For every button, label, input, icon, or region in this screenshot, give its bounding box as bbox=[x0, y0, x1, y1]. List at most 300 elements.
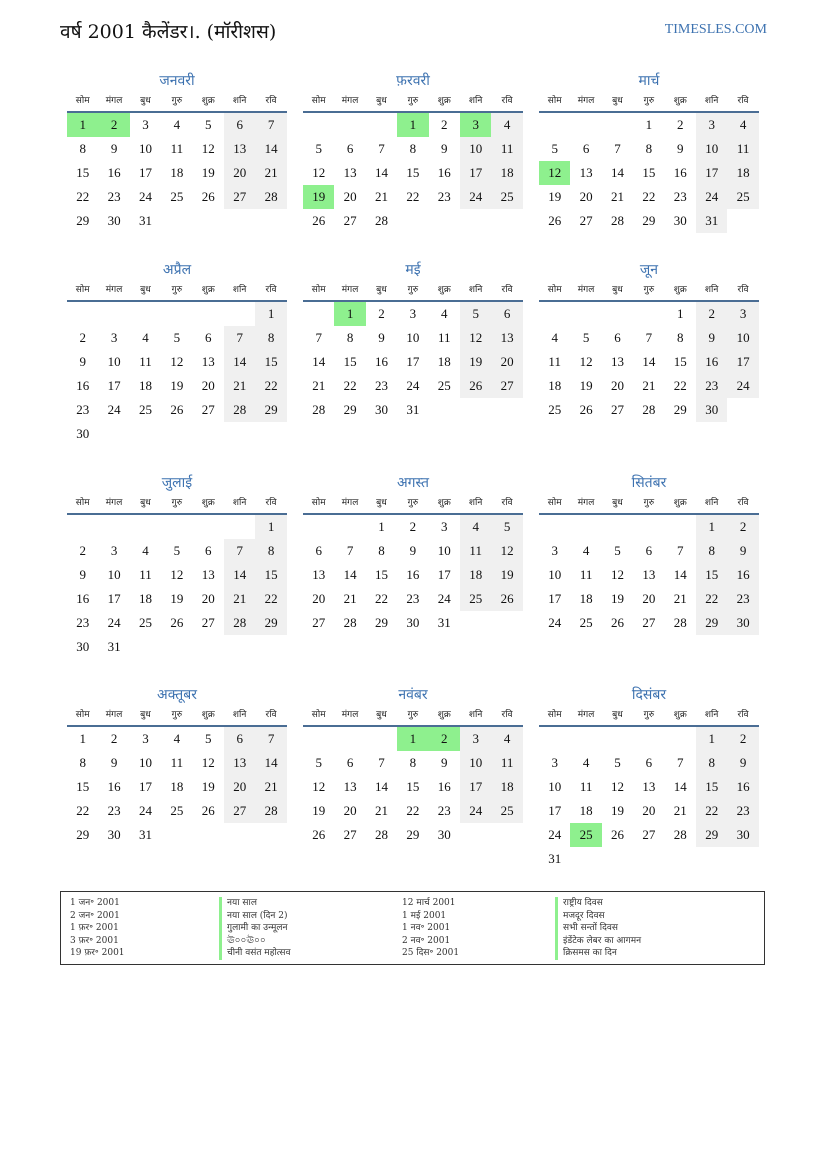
weekday-label: रवि bbox=[501, 285, 513, 295]
day-cell: 24 bbox=[138, 189, 152, 204]
day-cell: 5 bbox=[551, 141, 558, 156]
day-cell: 13 bbox=[224, 751, 255, 775]
day-cell: 17 bbox=[406, 354, 420, 369]
day-cell: 18 bbox=[138, 378, 152, 393]
weekday-label: मंगल bbox=[341, 96, 359, 106]
day-cell: 13 bbox=[201, 354, 215, 369]
day-cell: 16 bbox=[673, 165, 687, 180]
month-block bbox=[303, 260, 523, 446]
day-cell: 2 bbox=[409, 519, 417, 534]
weekday-label: गुरु bbox=[171, 96, 183, 106]
day-cell: 1 bbox=[378, 519, 385, 534]
day-cell: 26 bbox=[170, 402, 184, 417]
day-cell: 6 bbox=[346, 755, 354, 770]
day-cell: 19 bbox=[201, 779, 215, 794]
day-cell: 30 bbox=[727, 611, 758, 635]
day-cell: 16 bbox=[727, 775, 758, 799]
weekday-label: रवि bbox=[737, 96, 749, 106]
day-cell: 14 bbox=[673, 567, 687, 582]
day-cell: 30 bbox=[696, 398, 727, 422]
day-cell: 30 bbox=[107, 827, 121, 842]
day-cell: 25 bbox=[579, 615, 593, 630]
day-cell: 19 bbox=[312, 803, 326, 818]
day-cell: 11 bbox=[170, 141, 184, 156]
day-grid bbox=[67, 113, 287, 257]
day-cell: 26 bbox=[460, 374, 491, 398]
weekday-header bbox=[67, 493, 287, 515]
day-cell: 12 bbox=[610, 567, 624, 582]
day-cell: 29 bbox=[696, 611, 727, 635]
day-cell: 21 bbox=[642, 378, 656, 393]
day-cell: 17 bbox=[107, 591, 121, 606]
day-cell: 1 bbox=[645, 117, 653, 132]
day-cell: 16 bbox=[107, 779, 121, 794]
day-cell: 8 bbox=[255, 326, 286, 350]
legend-dates-col-2 bbox=[402, 897, 459, 960]
legend-date: 1 जन॰ 2001 bbox=[70, 898, 120, 908]
day-cell: 25 bbox=[437, 378, 451, 393]
day-cell: 8 bbox=[409, 141, 417, 156]
day-cell: 18 bbox=[727, 161, 758, 185]
day-cell: 22 bbox=[642, 189, 656, 204]
day-cell: 12 bbox=[491, 539, 522, 563]
weekday-label: शनि bbox=[232, 285, 247, 295]
day-cell: 29 bbox=[76, 827, 90, 842]
day-cell: 8 bbox=[79, 755, 86, 770]
day-cell: 10 bbox=[138, 141, 152, 156]
day-cell: 17 bbox=[138, 165, 152, 180]
day-cell: 23 bbox=[727, 587, 758, 611]
day-cell: 23 bbox=[696, 374, 727, 398]
day-cell: 2 bbox=[79, 543, 86, 558]
day-cell: 5 bbox=[173, 330, 181, 345]
day-cell: 21 bbox=[673, 803, 687, 818]
holiday-day-cell: 3 bbox=[460, 113, 491, 137]
day-cell: 17 bbox=[727, 350, 758, 374]
day-grid bbox=[539, 302, 759, 446]
day-cell: 6 bbox=[346, 141, 354, 156]
weekday-label: सोम bbox=[75, 285, 90, 295]
day-cell: 16 bbox=[727, 563, 758, 587]
legend-holiday-name: राष्ट्रीय दिवस bbox=[555, 897, 641, 910]
day-cell: 28 bbox=[673, 615, 687, 630]
day-cell: 19 bbox=[460, 350, 491, 374]
day-cell: 10 bbox=[548, 567, 562, 582]
day-cell: 31 bbox=[696, 209, 727, 233]
day-cell: 13 bbox=[224, 137, 255, 161]
day-cell: 10 bbox=[727, 326, 758, 350]
day-cell: 15 bbox=[406, 165, 420, 180]
holiday-legend bbox=[60, 891, 765, 965]
weekday-label: शनि bbox=[704, 498, 719, 508]
weekday-label: सोम bbox=[75, 498, 90, 508]
day-cell: 9 bbox=[727, 539, 758, 563]
day-cell: 27 bbox=[642, 827, 656, 842]
holiday-day-cell: 12 bbox=[539, 161, 570, 185]
weekday-label: बुध bbox=[140, 96, 151, 106]
day-cell: 30 bbox=[374, 402, 388, 417]
day-cell: 10 bbox=[460, 137, 491, 161]
day-cell: 14 bbox=[642, 354, 656, 369]
weekday-label: सोम bbox=[547, 710, 562, 720]
day-cell: 14 bbox=[255, 751, 286, 775]
day-cell: 16 bbox=[374, 354, 388, 369]
weekday-label: गुरु bbox=[407, 710, 419, 720]
legend-names-col-1 bbox=[219, 897, 290, 960]
day-cell: 2 bbox=[110, 731, 118, 746]
weekday-label: सोम bbox=[547, 285, 562, 295]
month-title: फ़रवरी bbox=[396, 73, 430, 89]
weekday-header bbox=[67, 280, 287, 302]
day-cell: 28 bbox=[374, 827, 388, 842]
day-cell: 19 bbox=[491, 563, 522, 587]
day-cell: 2 bbox=[727, 515, 758, 539]
day-cell: 11 bbox=[579, 567, 593, 582]
day-cell: 24 bbox=[107, 615, 121, 630]
day-cell: 25 bbox=[170, 189, 184, 204]
day-cell: 4 bbox=[582, 755, 590, 770]
weekday-label: रवि bbox=[501, 498, 513, 508]
weekday-label: शनि bbox=[704, 710, 719, 720]
day-cell: 11 bbox=[548, 354, 561, 369]
day-cell: 7 bbox=[378, 141, 385, 156]
month-block bbox=[539, 473, 759, 659]
day-cell: 27 bbox=[201, 402, 215, 417]
day-cell: 14 bbox=[673, 779, 687, 794]
month-block bbox=[539, 71, 759, 257]
day-cell: 18 bbox=[138, 591, 152, 606]
day-cell: 20 bbox=[201, 591, 215, 606]
day-cell: 31 bbox=[437, 615, 451, 630]
weekday-header bbox=[303, 91, 523, 113]
day-cell: 21 bbox=[312, 378, 326, 393]
holiday-day-cell: 25 bbox=[570, 823, 601, 847]
day-cell: 13 bbox=[201, 567, 215, 582]
day-cell: 3 bbox=[142, 731, 149, 746]
day-cell: 9 bbox=[696, 326, 727, 350]
day-cell: 21 bbox=[673, 591, 687, 606]
month-title: अक्तूबर bbox=[157, 687, 197, 703]
legend-holiday-name: चीनी वसंत महोत्सव bbox=[219, 947, 290, 960]
day-cell: 23 bbox=[107, 189, 121, 204]
day-cell: 22 bbox=[76, 803, 90, 818]
day-cell: 20 bbox=[343, 803, 357, 818]
day-cell: 16 bbox=[406, 567, 420, 582]
day-cell: 7 bbox=[378, 755, 385, 770]
day-cell: 12 bbox=[170, 567, 184, 582]
day-cell: 20 bbox=[224, 775, 255, 799]
day-cell: 18 bbox=[170, 779, 184, 794]
legend-date: 25 दिस॰ 2001 bbox=[402, 948, 460, 959]
day-cell: 15 bbox=[255, 563, 286, 587]
day-cell: 28 bbox=[673, 827, 687, 842]
legend-holiday-name: नया साल (दिन 2) bbox=[219, 910, 290, 923]
day-cell: 8 bbox=[645, 141, 653, 156]
day-cell: 12 bbox=[170, 354, 184, 369]
legend-holiday-name: नया साल bbox=[219, 897, 290, 910]
day-cell: 12 bbox=[460, 326, 491, 350]
day-cell: 26 bbox=[491, 587, 522, 611]
day-cell: 4 bbox=[173, 117, 181, 132]
weekday-label: मंगल bbox=[577, 710, 595, 720]
day-cell: 27 bbox=[201, 615, 215, 630]
day-cell: 13 bbox=[642, 567, 656, 582]
month-title: अगस्त bbox=[396, 475, 429, 491]
weekday-label: बुध bbox=[376, 285, 387, 295]
weekday-label: सोम bbox=[547, 498, 562, 508]
day-cell: 28 bbox=[312, 402, 326, 417]
weekday-label: मंगल bbox=[341, 285, 359, 295]
day-cell: 8 bbox=[79, 141, 86, 156]
weekday-label: गुरु bbox=[407, 96, 419, 106]
legend-holiday-name: इंडेंटेक लेबर का आगमन bbox=[555, 935, 641, 948]
day-cell: 30 bbox=[107, 213, 121, 228]
day-cell: 24 bbox=[548, 827, 562, 842]
day-cell: 4 bbox=[460, 515, 491, 539]
legend-date: 3 फ़र॰ 2001 bbox=[70, 935, 119, 946]
weekday-label: सोम bbox=[311, 710, 326, 720]
day-cell: 12 bbox=[610, 779, 624, 794]
day-cell: 2 bbox=[79, 330, 86, 345]
day-cell: 23 bbox=[437, 803, 451, 818]
weekday-label: सोम bbox=[75, 96, 90, 106]
day-cell: 8 bbox=[378, 543, 385, 558]
month-title: दिसंबर bbox=[631, 687, 667, 703]
legend-names-col-2 bbox=[555, 897, 641, 960]
day-cell: 1 bbox=[255, 515, 286, 539]
day-cell: 21 bbox=[224, 374, 255, 398]
weekday-label: शनि bbox=[468, 710, 483, 720]
day-cell: 7 bbox=[255, 727, 286, 751]
weekday-label: शनि bbox=[468, 285, 483, 295]
weekday-label: बुध bbox=[140, 710, 151, 720]
day-cell: 23 bbox=[406, 591, 420, 606]
day-cell: 12 bbox=[201, 755, 215, 770]
day-cell: 28 bbox=[374, 213, 388, 228]
day-cell: 5 bbox=[315, 141, 322, 156]
day-grid bbox=[303, 113, 523, 257]
day-cell: 7 bbox=[315, 330, 322, 345]
day-cell: 16 bbox=[76, 378, 90, 393]
day-cell: 16 bbox=[696, 350, 727, 374]
day-cell: 29 bbox=[406, 827, 420, 842]
day-cell: 12 bbox=[312, 165, 326, 180]
weekday-label: सोम bbox=[311, 96, 326, 106]
day-cell: 31 bbox=[107, 639, 121, 654]
day-cell: 5 bbox=[460, 302, 491, 326]
day-cell: 15 bbox=[255, 350, 286, 374]
day-cell: 22 bbox=[696, 799, 727, 823]
day-cell: 10 bbox=[107, 354, 121, 369]
weekday-label: रवि bbox=[501, 96, 513, 106]
day-cell: 1 bbox=[255, 302, 286, 326]
weekday-label: मंगल bbox=[341, 498, 359, 508]
day-grid bbox=[539, 113, 759, 257]
day-cell: 23 bbox=[727, 799, 758, 823]
day-cell: 11 bbox=[170, 755, 184, 770]
day-cell: 4 bbox=[142, 330, 149, 345]
weekday-label: रवि bbox=[265, 710, 277, 720]
day-cell: 5 bbox=[582, 330, 590, 345]
day-cell: 26 bbox=[548, 213, 562, 228]
day-cell: 7 bbox=[255, 113, 286, 137]
day-cell: 20 bbox=[491, 350, 522, 374]
day-cell: 4 bbox=[727, 113, 758, 137]
day-cell: 11 bbox=[727, 137, 758, 161]
day-cell: 17 bbox=[548, 591, 562, 606]
day-cell: 26 bbox=[201, 803, 215, 818]
day-cell: 30 bbox=[437, 827, 451, 842]
day-cell: 29 bbox=[255, 398, 286, 422]
day-cell: 14 bbox=[255, 137, 286, 161]
day-cell: 7 bbox=[614, 141, 621, 156]
day-cell: 14 bbox=[343, 567, 357, 582]
weekday-label: सोम bbox=[547, 96, 562, 106]
weekday-header bbox=[67, 705, 287, 727]
legend-holiday-name: क्रिसमस का दिन bbox=[555, 947, 641, 960]
day-cell: 15 bbox=[343, 354, 357, 369]
day-cell: 10 bbox=[696, 137, 727, 161]
site-link[interactable]: TIMESLES.COM bbox=[664, 22, 767, 37]
weekday-label: शुक्र bbox=[437, 285, 451, 295]
weekday-label: सोम bbox=[311, 498, 326, 508]
day-cell: 25 bbox=[170, 803, 184, 818]
day-cell: 20 bbox=[312, 591, 326, 606]
day-cell: 23 bbox=[107, 803, 121, 818]
weekday-label: शनि bbox=[232, 96, 247, 106]
weekday-label: शनि bbox=[468, 96, 483, 106]
weekday-label: बुध bbox=[612, 285, 623, 295]
weekday-label: सोम bbox=[75, 710, 90, 720]
day-cell: 13 bbox=[610, 354, 624, 369]
weekday-label: गुरु bbox=[407, 285, 419, 295]
day-cell: 19 bbox=[610, 803, 624, 818]
day-cell: 16 bbox=[107, 165, 121, 180]
day-cell: 2 bbox=[378, 306, 385, 321]
day-cell: 15 bbox=[76, 165, 90, 180]
day-cell: 21 bbox=[343, 591, 357, 606]
weekday-header bbox=[303, 493, 523, 515]
day-cell: 22 bbox=[406, 803, 420, 818]
holiday-day-cell: 1 bbox=[397, 113, 428, 137]
weekday-label: शुक्र bbox=[673, 710, 687, 720]
legend-holiday-name: सभी सन्तों दिवस bbox=[555, 922, 641, 935]
day-cell: 31 bbox=[406, 402, 420, 417]
day-cell: 18 bbox=[170, 165, 184, 180]
weekday-label: शनि bbox=[704, 96, 719, 106]
day-cell: 15 bbox=[406, 779, 420, 794]
day-cell: 5 bbox=[205, 117, 212, 132]
day-cell: 13 bbox=[343, 165, 357, 180]
day-cell: 29 bbox=[255, 611, 286, 635]
holiday-day-cell: 2 bbox=[98, 113, 129, 137]
day-cell: 1 bbox=[696, 515, 727, 539]
day-cell: 15 bbox=[673, 354, 687, 369]
day-cell: 6 bbox=[315, 543, 322, 558]
holiday-day-cell: 1 bbox=[334, 302, 365, 326]
weekday-header bbox=[539, 280, 759, 302]
day-cell: 30 bbox=[76, 426, 90, 441]
month-block bbox=[303, 473, 523, 659]
day-cell: 9 bbox=[110, 755, 118, 770]
day-cell: 27 bbox=[491, 374, 522, 398]
day-cell: 14 bbox=[610, 165, 624, 180]
day-cell: 14 bbox=[374, 779, 388, 794]
day-cell: 28 bbox=[343, 615, 357, 630]
day-cell: 9 bbox=[79, 567, 86, 582]
day-cell: 3 bbox=[551, 755, 558, 770]
day-cell: 20 bbox=[224, 161, 255, 185]
day-cell: 22 bbox=[76, 189, 90, 204]
day-cell: 24 bbox=[406, 378, 420, 393]
day-cell: 17 bbox=[460, 775, 491, 799]
day-grid bbox=[303, 302, 523, 446]
day-cell: 7 bbox=[677, 543, 684, 558]
day-cell: 5 bbox=[205, 731, 212, 746]
day-cell: 4 bbox=[142, 543, 149, 558]
day-cell: 27 bbox=[224, 185, 255, 209]
day-cell: 15 bbox=[374, 567, 388, 582]
day-cell: 10 bbox=[406, 330, 420, 345]
day-cell: 11 bbox=[491, 137, 522, 161]
day-cell: 12 bbox=[579, 354, 593, 369]
weekday-label: बुध bbox=[612, 96, 623, 106]
day-cell: 24 bbox=[696, 185, 727, 209]
day-cell: 7 bbox=[645, 330, 653, 345]
month-title: जनवरी bbox=[159, 73, 195, 89]
day-grid bbox=[67, 515, 287, 659]
day-cell: 7 bbox=[224, 539, 255, 563]
weekday-label: शुक्र bbox=[673, 498, 687, 508]
day-cell: 3 bbox=[110, 330, 118, 345]
day-cell: 9 bbox=[727, 751, 758, 775]
day-cell: 23 bbox=[673, 189, 687, 204]
day-cell: 25 bbox=[138, 402, 152, 417]
day-cell: 5 bbox=[173, 543, 181, 558]
weekday-label: मंगल bbox=[341, 710, 359, 720]
legend-date: 1 फ़र॰ 2001 bbox=[70, 923, 119, 934]
day-cell: 16 bbox=[437, 779, 451, 794]
weekday-label: शनि bbox=[232, 710, 247, 720]
weekday-label: गुरु bbox=[171, 285, 183, 295]
day-cell: 13 bbox=[343, 779, 357, 794]
weekday-label: रवि bbox=[265, 96, 277, 106]
weekday-label: शुक्र bbox=[201, 96, 215, 106]
day-cell: 10 bbox=[138, 755, 152, 770]
day-cell: 27 bbox=[343, 213, 357, 228]
day-cell: 30 bbox=[406, 615, 420, 630]
day-cell: 11 bbox=[438, 330, 451, 345]
weekday-label: शुक्र bbox=[201, 285, 215, 295]
legend-holiday-name: ঊ০০ঊ০০ bbox=[219, 935, 290, 948]
day-cell: 3 bbox=[409, 306, 417, 321]
day-cell: 8 bbox=[696, 751, 727, 775]
day-cell: 26 bbox=[170, 615, 184, 630]
day-cell: 24 bbox=[460, 185, 491, 209]
legend-date: 12 मार्च 2001 bbox=[402, 898, 456, 908]
weekday-label: सोम bbox=[311, 285, 326, 295]
day-cell: 11 bbox=[460, 539, 491, 563]
weekday-label: रवि bbox=[737, 710, 749, 720]
day-cell: 13 bbox=[579, 165, 593, 180]
day-cell: 8 bbox=[346, 330, 354, 345]
weekday-label: मंगल bbox=[105, 96, 123, 106]
weekday-label: बुध bbox=[376, 710, 387, 720]
day-cell: 5 bbox=[614, 755, 621, 770]
day-cell: 9 bbox=[79, 354, 86, 369]
day-cell: 29 bbox=[76, 213, 90, 228]
weekday-label: मंगल bbox=[577, 498, 595, 508]
